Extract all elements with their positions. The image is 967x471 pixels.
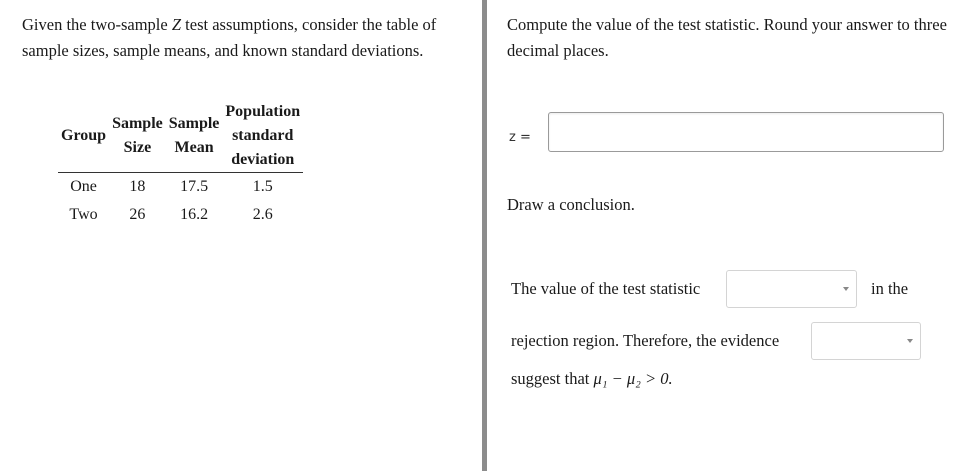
header-sample-size: Sample Size	[112, 115, 163, 156]
header-sample-mean: Sample Mean	[168, 115, 220, 156]
cell-mean: 16.2	[180, 206, 209, 223]
table-row	[58, 201, 303, 229]
prompt-text-1: Given the two-sample	[22, 15, 172, 34]
table-row	[58, 173, 303, 202]
prompt-variable: Z	[171, 15, 182, 34]
header-population-sd: Population standard deviation	[225, 103, 301, 168]
cell-mean: 17.5	[180, 178, 209, 195]
cell-sd: 2.6	[252, 206, 273, 223]
table-header-row	[58, 100, 303, 173]
conclusion-text-3: rejection region. Therefore, the evidence	[511, 331, 780, 350]
cell-size: 26	[129, 206, 146, 223]
evidence-dropdown[interactable]	[811, 322, 921, 360]
conclusion-heading: Draw a conclusion.	[507, 195, 635, 214]
hypothesis-expression: μ₁ − μ₂ > 0.	[593, 369, 673, 388]
cell-size: 18	[129, 178, 146, 195]
chevron-down-icon	[843, 287, 849, 291]
cell-sd: 1.5	[252, 178, 273, 195]
prompt-text-2: test assumptions, consider the table of sample sizes, sample means, and known standard deviations.	[22, 15, 437, 60]
question-prompt	[22, 12, 472, 64]
header-group: Group	[61, 127, 107, 144]
test-statistic-region-dropdown[interactable]	[726, 270, 857, 308]
conclusion-text-4	[511, 366, 673, 392]
cell-group: One	[70, 178, 97, 195]
compute-prompt: Compute the value of the test statistic. Round your answer to three decimal places.	[507, 15, 947, 60]
z-label: z =	[509, 130, 531, 145]
cell-group: Two	[69, 206, 98, 223]
conclusion-text-1: The value of the test statistic	[511, 279, 701, 298]
question-panel	[0, 0, 482, 471]
sample-table	[58, 100, 303, 229]
answer-panel	[487, 0, 967, 471]
suggest-text: suggest that	[511, 369, 594, 388]
z-statistic-input[interactable]	[548, 112, 944, 152]
chevron-down-icon	[907, 339, 913, 343]
conclusion-text-2: in the	[871, 279, 909, 298]
